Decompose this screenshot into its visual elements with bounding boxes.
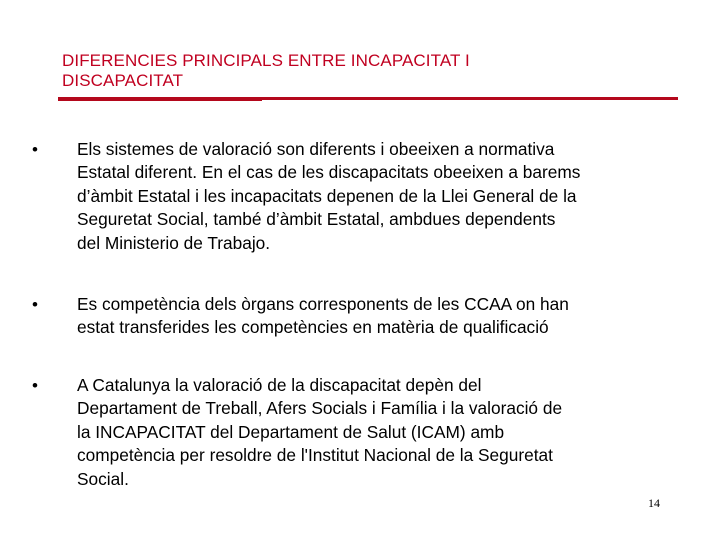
page-number: 14 — [648, 496, 660, 510]
bullet-text — [77, 374, 667, 491]
bullet-icon: • — [32, 140, 38, 159]
bullet-icon: • — [32, 295, 38, 314]
bullet-icon: • — [32, 376, 38, 395]
bullet-line: Seguretat Social, també d’àmbit Estatal, ambdues dependents — [77, 209, 556, 230]
bullet-line: Els sistemes de valoració son diferents i obeeixen a normativa — [77, 139, 555, 159]
bullet-line: Social. — [77, 468, 129, 489]
bullet-line: Es competència dels òrgans corresponents de les CCAA on han — [77, 294, 569, 314]
bullet-line: competència per resoldre de l'Institut Nacional de la Seguretat — [77, 445, 553, 466]
slide-title — [62, 51, 662, 91]
bullet-line: Estatal diferent. En el cas de les discapacitats obeeixen a barems — [77, 162, 581, 183]
bullet-line: la INCAPACITAT del Departament de Salut (ICAM) amb — [77, 421, 505, 442]
bullet-line: Departament de Treball, Afers Socials i Família i la valoració de — [77, 398, 563, 419]
bullet-line: del Ministerio de Trabajo. — [77, 232, 271, 253]
bullet-line: A Catalunya la valoració de la discapacitat depèn del — [77, 375, 482, 395]
slide-title-line-1: DIFERENCIES PRINCIPALS ENTRE INCAPACITAT I — [62, 51, 470, 70]
bullet-text — [77, 138, 667, 255]
bullet-line: estat transferides les competències en matèria de qualificació — [77, 317, 549, 338]
title-underline-accent — [58, 97, 262, 101]
bullet-line: d’àmbit Estatal i les incapacitats depenen de la Llei General de la — [77, 185, 577, 206]
slide-title-line-2: DISCAPACITAT — [62, 71, 184, 90]
bullet-text — [77, 293, 667, 340]
